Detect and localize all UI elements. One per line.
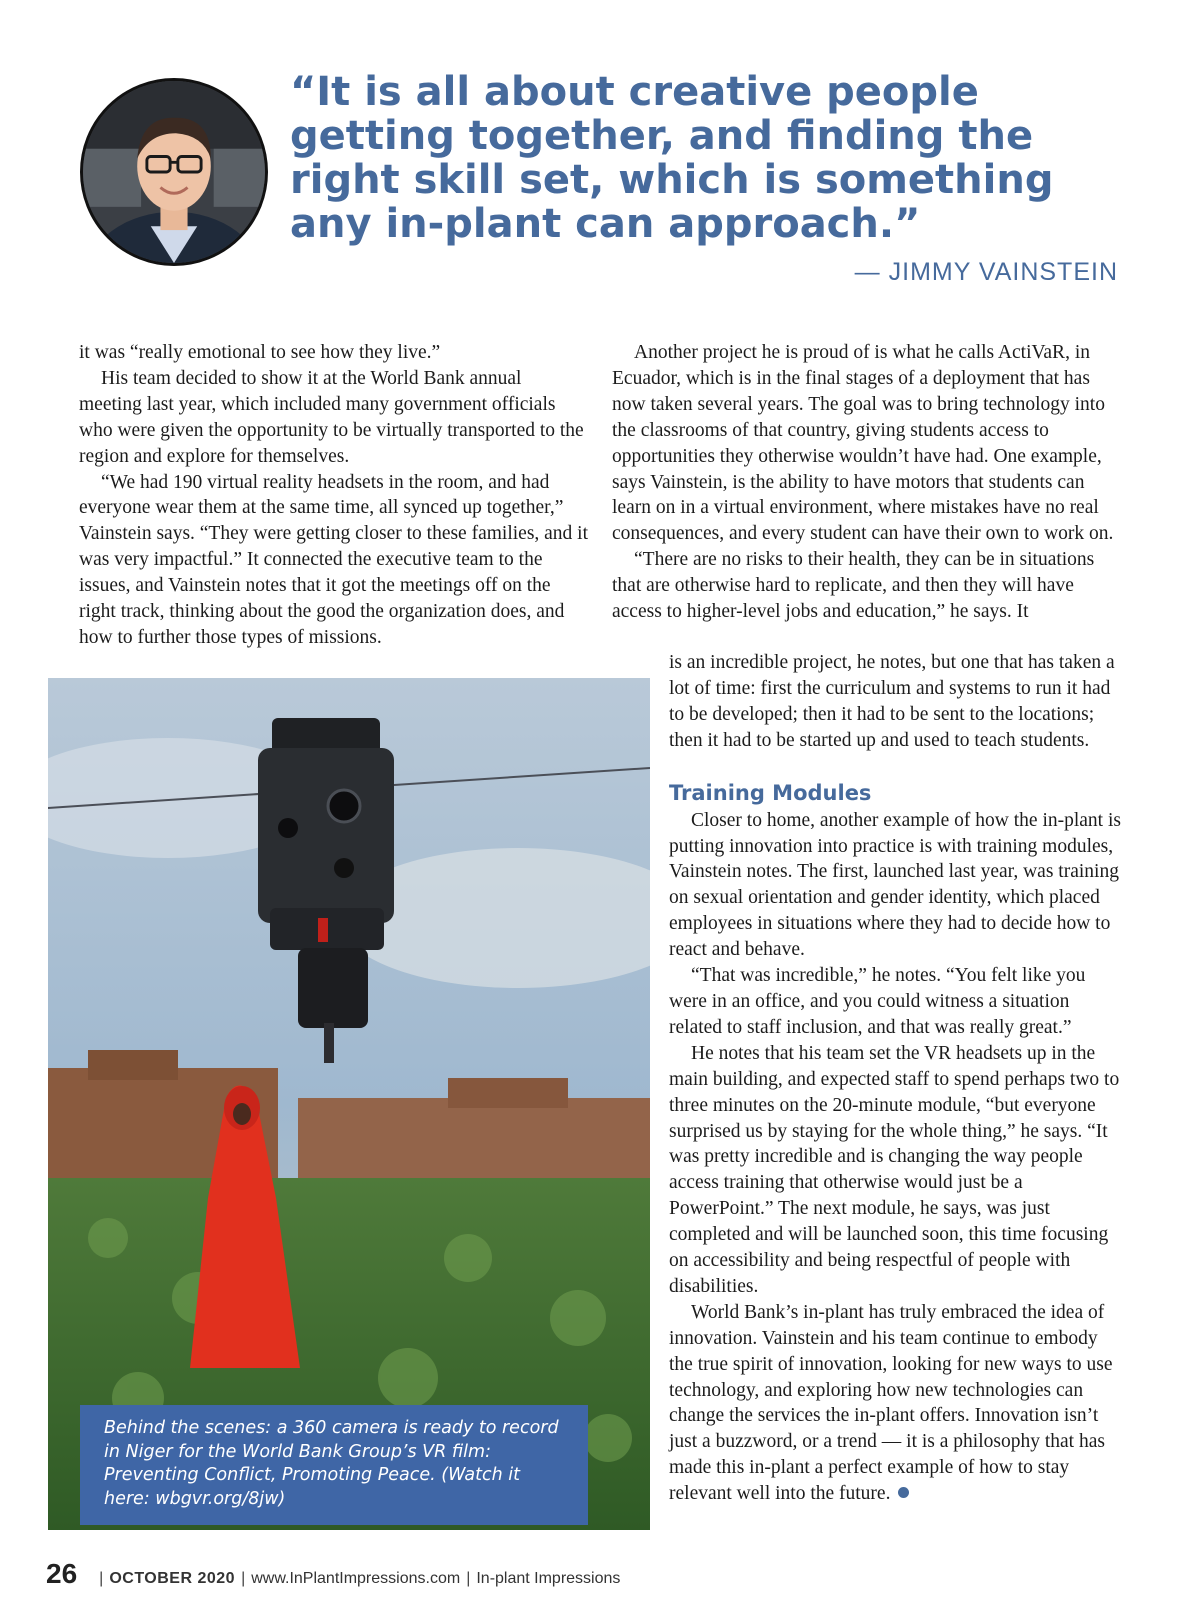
paragraph: “That was incredible,” he notes. “You felt like you were in an office, and you could witness a situation related to staff inclusion, and that was really great.” [669,965,1086,1038]
paragraph: He notes that his team set the VR headsets up in the main building, and expected staff to spend perhaps two to three minutes on the 20-minute module, “but everyone surprised us by staying for the whole thing,” he says. “It was pretty incredible and is changing the way people access training that otherwise would just be a PowerPoint.” The next module, he says, was just completed and will be launched soon, this time focusing on accessibility and being respectful of people with disabilities. [669,1042,1120,1297]
magazine-name: In-plant Impressions [476,1570,621,1587]
issue-date: OCTOBER 2020 [109,1570,236,1587]
quote-attribution: — JIMMY VAINSTEIN [854,258,1118,286]
paragraph: “We had 190 virtual reality headsets in the room, and had everyone wear them at the same time, all synced up together,” Vainstein says. “They were getting closer to these families, and it was very impactful.” It connected the executive team to the issues, and Vainstein notes that it got the meetings off on the right track, thinking about the good the organization does, and how to further those types of missions. [79,471,589,648]
end-mark-icon [898,1487,909,1498]
website-link[interactable]: www.InPlantImpressions.com [251,1570,461,1587]
paragraph-final [669,1300,1122,1507]
left-text-column [79,340,589,651]
paragraph: His team decided to show it at the World Bank annual meeting last year, which included many government officials who were given the opportunity to be virtually transported to the region and explore for themselves. [79,367,584,467]
paragraph: it was “really emotional to see how they live.” [79,342,441,363]
page-number: 26 [46,1558,78,1589]
footer-divider: | [241,1570,246,1587]
photo-caption: Behind the scenes: a 360 camera is ready to record in Niger for the World Bank Group’s VR film: Preventing Conflict, Promoting Peace. (Watch it here: wbgvr.org/8jw) [80,1405,588,1525]
paragraph-continuation: is an incredible project, he notes, but one that has taken a lot of time: first the curriculum and systems to run it had to be developed; then it had to be sent to the locations; then it had to be started up and used to teach students. [669,652,1115,751]
right-text-column-bottom [669,650,1122,1507]
article-photo [48,678,650,1530]
pull-quote: “It is all about creative people getting together, and finding the right skill set, which is something any in-plant can approach.” [290,69,1054,247]
author-portrait [80,78,268,266]
paragraph: “There are no risks to their health, they can be in situations that are otherwise hard to replicate, and then they will have access to higher-level jobs and education,” he says. It [612,549,1095,623]
right-text-column-top [612,340,1122,625]
page-footer [46,1558,620,1594]
camera-field-image [48,678,650,1530]
section-heading: Training Modules [669,780,872,805]
footer-divider: | [99,1570,104,1587]
portrait-image [83,81,265,263]
paragraph-final-text: World Bank’s in-plant has truly embraced the idea of innovation. Vainstein and his team continue to embody the true spirit of innovation, looking for new ways to use technology, and exploring how new technologies can change the services the in-plant offers. Innovation isn’t just a buzzword, or a trend — it is a philosophy that has made this in-plant a perfect example of how to stay relevant well into the future. [669,1301,1113,1505]
paragraph: Closer to home, another example of how the in-plant is putting innovation into practice is with training modules, Vainstein notes. The first, launched last year, was training on sexual orientation and gender identity, which placed employees in situations where they had to decide how to react and behave. [669,809,1121,961]
footer-divider: | [466,1570,471,1587]
paragraph: Another project he is proud of is what he calls ActiVaR, in Ecuador, which is in the final stages of a deployment that has now taken several years. The goal was to bring technology into the classrooms of that country, giving students access to opportunities they otherwise wouldn’t have had. One example, says Vainstein, is the ability to have motors that students can learn on in a virtual environment, where mistakes have no real consequences, and every student can have their own to work on. [612,342,1114,545]
